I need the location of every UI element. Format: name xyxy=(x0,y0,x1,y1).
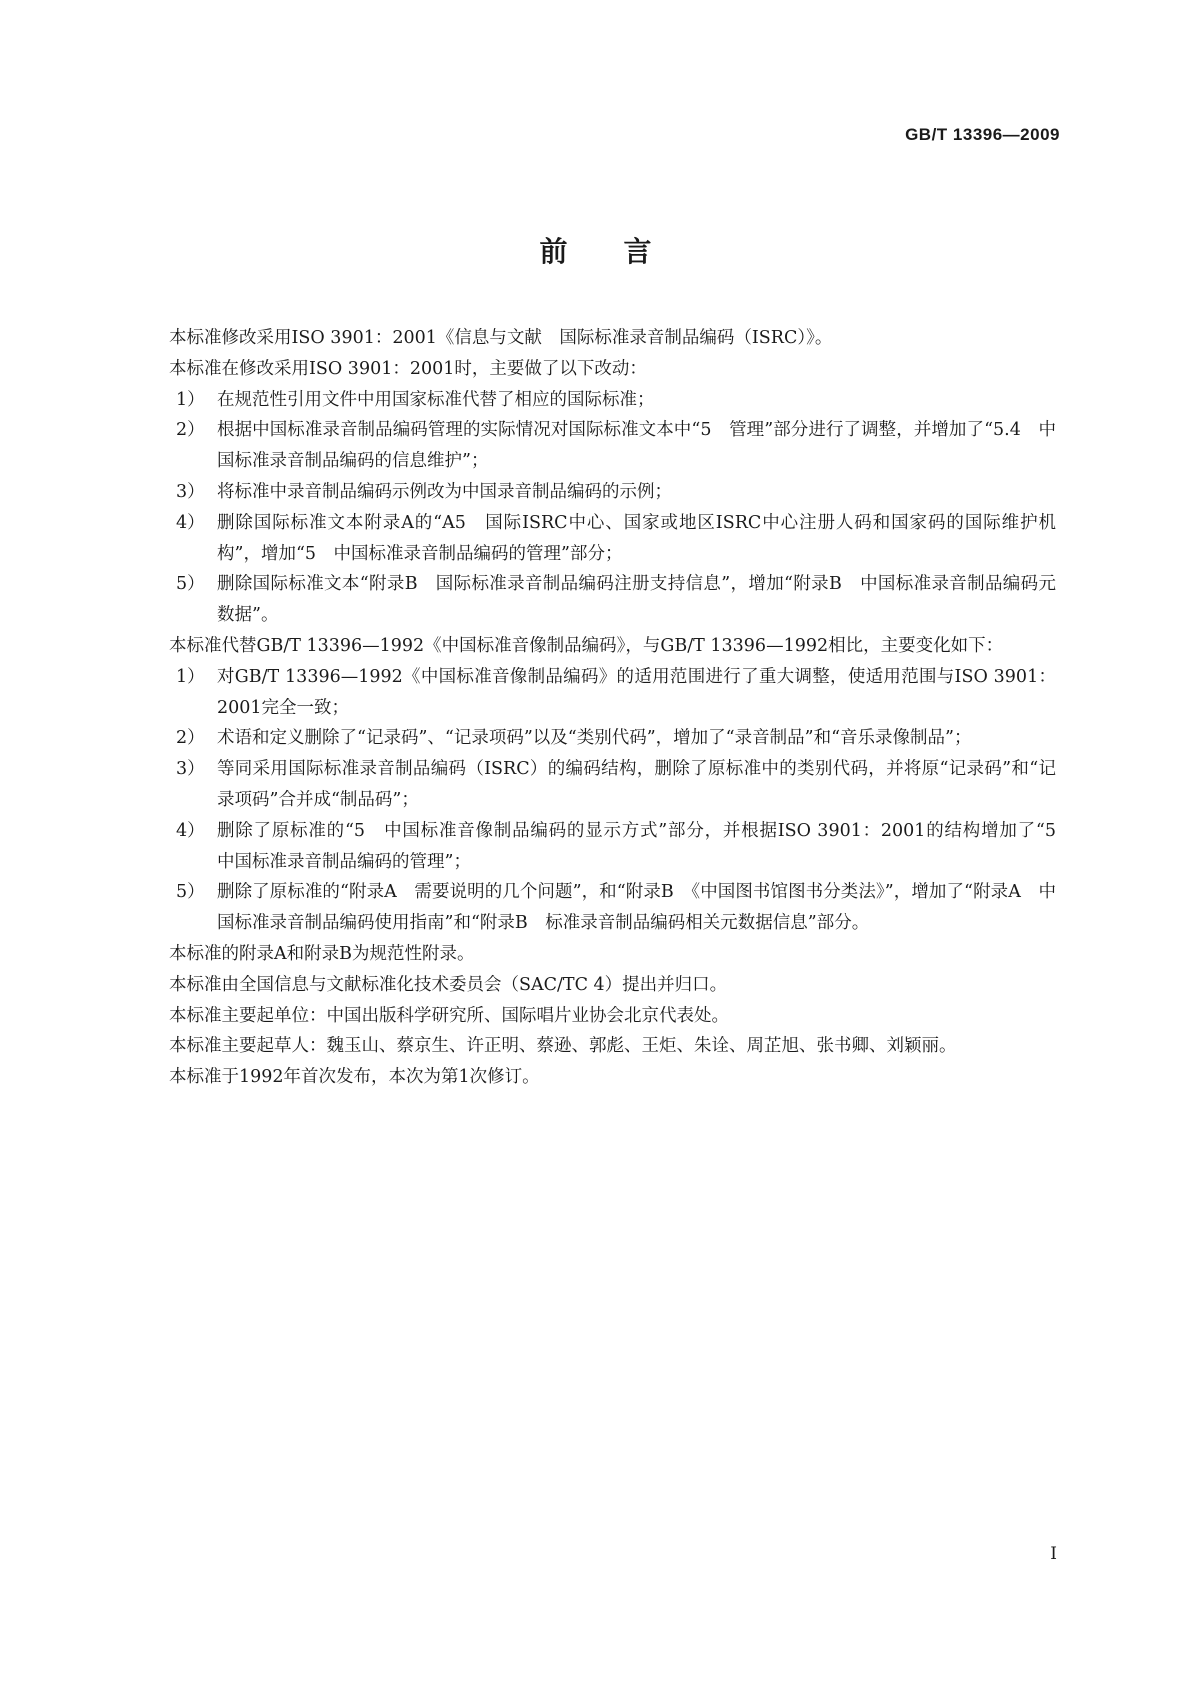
changes-list xyxy=(134,385,1056,631)
paragraph-drafters: 本标准主要起草人：魏玉山、蔡京生、许正明、蔡逊、郭彪、王炬、朱诠、周芷旭、张书卿、刘颖丽。 xyxy=(169,1036,957,1057)
list-item-text: 术语和定义删除了“记录码”、“记录项码”以及“类别代码”，增加了“录音制品”和“音乐录像制品”； xyxy=(217,728,972,749)
list-item-text: 将标准中录音制品编码示例改为中国录音制品编码的示例； xyxy=(217,481,672,502)
list-item-number: 3） xyxy=(176,481,205,502)
list-item xyxy=(134,662,1056,724)
list-item-text: 根据中国标准录音制品编码管理的实际情况对国际标准文本中“5 管理”部分进行了调整，并增加了“5.4 中国标准录音制品编码的信息维护”； xyxy=(217,420,1056,472)
list-item-number: 3） xyxy=(176,759,205,780)
paragraph-history: 本标准于1992年首次发布，本次为第1次修订。 xyxy=(169,1067,540,1088)
list-item-number: 1） xyxy=(176,666,205,687)
list-item xyxy=(134,816,1074,878)
list-item xyxy=(134,415,1056,477)
list-item-number: 5） xyxy=(176,882,205,903)
paragraph-drafting-units: 本标准主要起单位：中国出版科学研究所、国际唱片业协会北京代表处。 xyxy=(169,1005,729,1026)
list-item xyxy=(134,877,1056,939)
paragraph-annexes: 本标准的附录A和附录B为规范性附录。 xyxy=(169,943,475,964)
list-item-number: 1） xyxy=(176,389,205,410)
list-item xyxy=(134,508,1056,570)
page-number: I xyxy=(1050,1544,1057,1564)
paragraph-changes-intro: 本标准在修改采用ISO 3901：2001时，主要做了以下改动： xyxy=(169,358,647,379)
list-item xyxy=(134,723,1056,754)
list-item-number: 2） xyxy=(176,728,205,749)
list-item-number: 4） xyxy=(176,512,205,533)
list-item xyxy=(134,477,1056,508)
list-item-text: 在规范性引用文件中用国家标准代替了相应的国际标准； xyxy=(217,389,655,410)
paragraph-replacement: 本标准代替GB/T 13396—1992《中国标准音像制品编码》，与GB/T 13396—1992相比，主要变化如下： xyxy=(169,635,1004,656)
list-item-text: 删除了原标准的“附录A 需要说明的几个问题”，和“附录B 《中国图书馆图书分类法》”，增加了“附录A 中国标准录音制品编码使用指南”和“附录B 标准录音制品编码相关元数据信息”部分。 xyxy=(217,882,1056,934)
list-item-number: 2） xyxy=(176,420,205,441)
list-item xyxy=(134,754,1056,816)
paragraph-committee: 本标准由全国信息与文献标准化技术委员会（SAC/TC 4）提出并归口。 xyxy=(169,974,728,995)
list-item-number: 5） xyxy=(176,574,205,595)
list-item xyxy=(134,569,1056,631)
list-item-text: 对GB/T 13396—1992《中国标准音像制品编码》的适用范围进行了重大调整，使适用范围与ISO 3901：2001完全一致； xyxy=(217,666,1056,718)
list-item-text: 删除了原标准的“5 中国标准音像制品编码的显示方式”部分，并根据ISO 3901：2001的结构增加了“5 中国标准录音制品编码的管理”； xyxy=(217,820,1074,872)
differences-list xyxy=(134,662,1074,939)
list-item-text: 等同采用国际标准录音制品编码（ISRC）的编码结构，删除了原标准中的类别代码，并将原“记录码”和“记录项码”合并成“制品码”； xyxy=(217,759,1056,810)
list-item-text: 删除国际标准文本附录A的“A5 国际ISRC中心、国家或地区ISRC中心注册人码和国家码的国际维护机构”，增加“5 中国标准录音制品编码的管理”部分； xyxy=(217,512,1056,564)
paragraph-adoption: 本标准修改采用ISO 3901：2001《信息与文献 国际标准录音制品编码（ISRC）》。 xyxy=(169,328,833,348)
list-item-number: 4） xyxy=(176,820,205,841)
standard-code: GB/T 13396—2009 xyxy=(905,125,1060,144)
list-item xyxy=(134,385,1056,416)
list-item-text: 删除国际标准文本“附录B 国际标准录音制品编码注册支持信息”，增加“附录B 中国标准录音制品编码元数据”。 xyxy=(217,574,1056,626)
document-body xyxy=(134,323,1074,1093)
page-title: 前言 xyxy=(539,235,708,268)
